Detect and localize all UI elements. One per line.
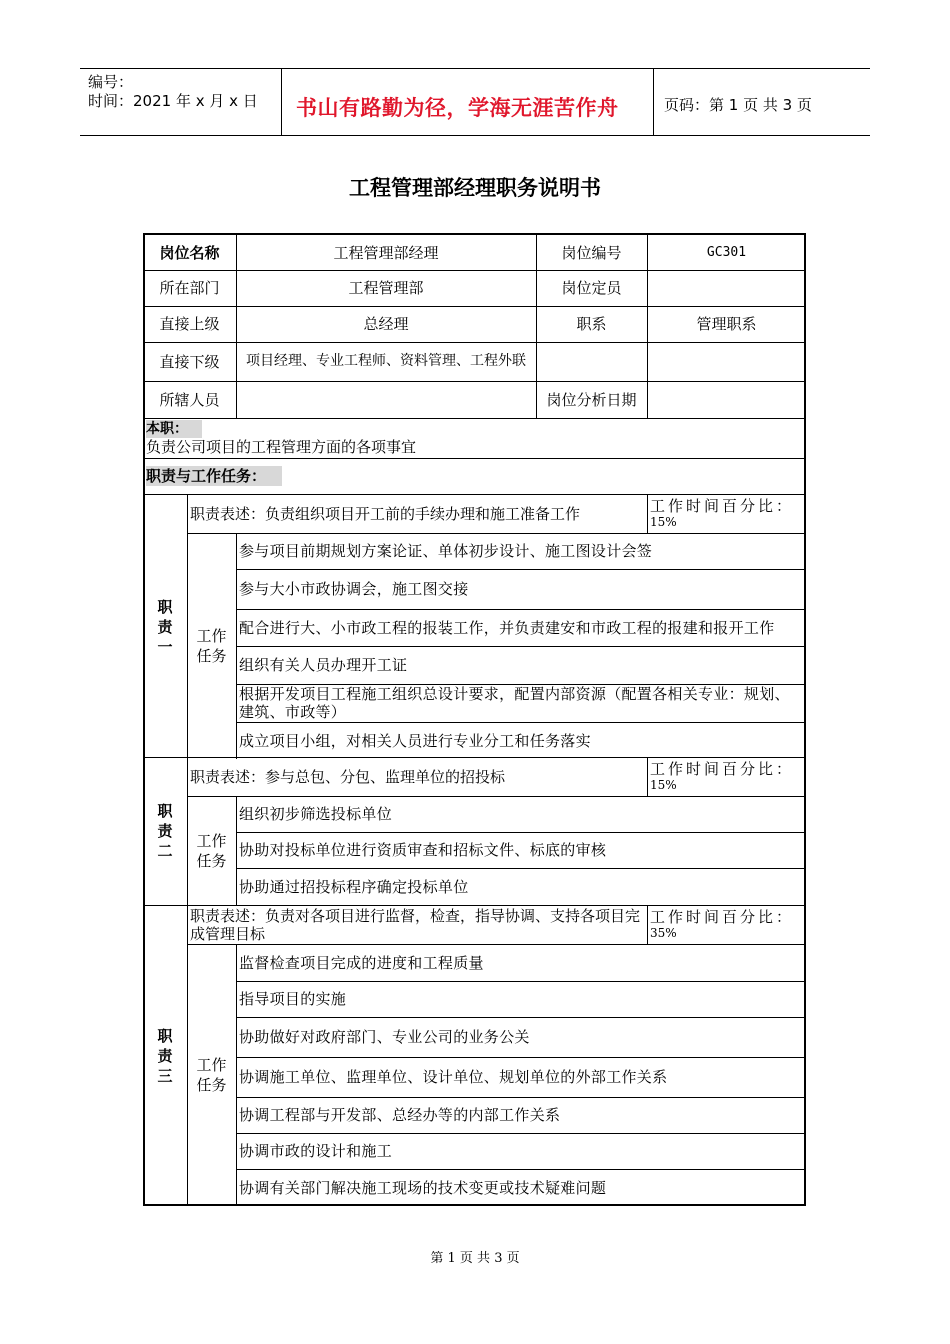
- duty-label-char: 三: [157, 1066, 173, 1085]
- dept-value: 工程管理部: [348, 279, 424, 297]
- task-item: 协助对投标单位进行资质审查和招标文件、标底的审核: [239, 841, 607, 859]
- task-label-3: [187, 944, 236, 1206]
- duty-statement-3: 职责表述：负责对各项目进行监督，检查，指导协调、支持各项目完成管理目标: [190, 906, 641, 943]
- header-top-rule: [80, 68, 870, 69]
- task-label-part: 任务: [196, 851, 227, 870]
- task-label-part: 工作: [196, 627, 227, 645]
- task-item: 监督检查项目完成的进度和工程质量: [239, 953, 484, 972]
- time-percent-label: 工作时间百分比：: [650, 759, 795, 778]
- subordinate-value: 项目经理、专业工程师、资料管理、工程外联: [246, 353, 526, 369]
- row-line: [143, 418, 806, 419]
- superior-value: 总经理: [363, 315, 409, 333]
- task-item: 组织初步筛选投标单位: [239, 805, 393, 823]
- duty-label-char: 职: [157, 597, 173, 616]
- staff-label: 所辖人员: [159, 390, 220, 409]
- task-item: 协调工程部与开发部、总经办等的内部工作关系: [239, 1106, 561, 1124]
- task-label-2: [187, 796, 236, 905]
- subordinate-label: 直接下级: [159, 352, 220, 371]
- header-bottom-rule: [80, 135, 870, 136]
- tasks-heading: 职责与工作任务：: [146, 466, 282, 486]
- superior-label: 直接上级: [159, 315, 220, 333]
- task-item: 协助通过招投标程序确定投标单位: [239, 877, 469, 896]
- analysis-date-value: [647, 381, 806, 418]
- duty-statement-1: 职责表述：负责组织项目开工前的手续办理和施工准备工作: [190, 504, 581, 523]
- duty-label-char: 二: [157, 842, 173, 860]
- task-item: 协调市政的设计和施工: [239, 1142, 393, 1160]
- duty-head-label: 本职：: [146, 420, 202, 438]
- header-divider-1: [281, 68, 282, 135]
- task-item: 协调有关部门解决施工现场的技术变更或技术疑难问题: [239, 1178, 607, 1197]
- page-footer: 第 1 页 共 3 页: [430, 1251, 520, 1266]
- task-item: 协调施工单位、监理单位、设计单位、规划单位的外部工作关系: [239, 1068, 668, 1086]
- duty-statement-2: 职责表述：参与总包、分包、监理单位的招投标: [190, 767, 506, 786]
- duty-head-text: 负责公司项目的工程管理方面的各项事宜: [146, 438, 417, 456]
- page-title: 工程管理部经理职务说明书: [349, 175, 601, 200]
- motto: 书山有路勤为径，学海无涯苦作舟: [296, 95, 619, 120]
- task-item: 根据开发项目工程施工组织总设计要求，配置内部资源（配置各相关专业：规划、建筑、市政等）: [239, 685, 790, 721]
- task-label-1: [187, 533, 236, 759]
- analysis-date-label: 岗位分析日期: [546, 390, 637, 409]
- task-item: 配合进行大、小市政工程的报装工作，并负责建安和市政工程的报建和报开工作: [239, 618, 775, 637]
- task-label-part: 工作: [196, 1056, 227, 1074]
- page-info: 页码：第 1 页 共 3 页: [664, 96, 812, 114]
- quota-value: [647, 270, 806, 306]
- time-label: 时间：2021 年 x 月 x 日: [88, 92, 258, 110]
- task-label-part: 任务: [196, 647, 227, 665]
- task-item: 指导项目的实施: [239, 990, 347, 1008]
- post-name-label: 岗位名称: [159, 243, 220, 262]
- time-percent-value: 35%: [650, 925, 677, 940]
- duty-label-1: [143, 494, 187, 759]
- duty-time-1: [647, 494, 806, 533]
- duty-label-char: 责: [157, 822, 173, 840]
- staff-value: [236, 381, 536, 418]
- time-percent-label: 工作时间百分比：: [650, 496, 795, 515]
- duty-time-3: [647, 905, 806, 944]
- post-code-value: GC301: [706, 244, 747, 260]
- task-label-part: 任务: [196, 1076, 227, 1094]
- header-divider-2: [653, 68, 654, 135]
- series-label: 职系: [576, 315, 607, 333]
- task-item: 参与项目前期规划方案论证、单体初步设计、施工图设计会签: [239, 542, 653, 560]
- row-line: [143, 458, 806, 459]
- time-percent-value: 15%: [650, 777, 677, 792]
- task-item: 参与大小市政协调会，施工图交接: [239, 580, 469, 598]
- quota-label: 岗位定员: [561, 279, 622, 297]
- duty-label-char: 职: [157, 802, 173, 820]
- duty-label-char: 一: [157, 637, 173, 656]
- duty-label-char: 责: [157, 1046, 173, 1065]
- post-name-value: 工程管理部经理: [333, 243, 439, 262]
- time-percent-value: 15%: [650, 514, 677, 529]
- serial-label: 编号：: [88, 73, 134, 91]
- duty-time-2: [647, 757, 806, 796]
- duty-label-3: [143, 905, 187, 1206]
- series-value: 管理职系: [696, 315, 757, 333]
- dept-label: 所在部门: [159, 279, 220, 297]
- duty-label-char: 职: [157, 1026, 173, 1045]
- time-percent-label: 工作时间百分比：: [650, 907, 795, 926]
- task-item: 协助做好对政府部门、专业公司的业务公关: [239, 1028, 530, 1046]
- task-label-part: 工作: [196, 831, 227, 850]
- duty-label-char: 责: [157, 617, 173, 636]
- duty-label-2: [143, 757, 187, 905]
- post-code-label: 岗位编号: [561, 243, 622, 262]
- task-item: 成立项目小组，对相关人员进行专业分工和任务落实: [239, 731, 591, 750]
- task-item: 组织有关人员办理开工证: [239, 656, 408, 674]
